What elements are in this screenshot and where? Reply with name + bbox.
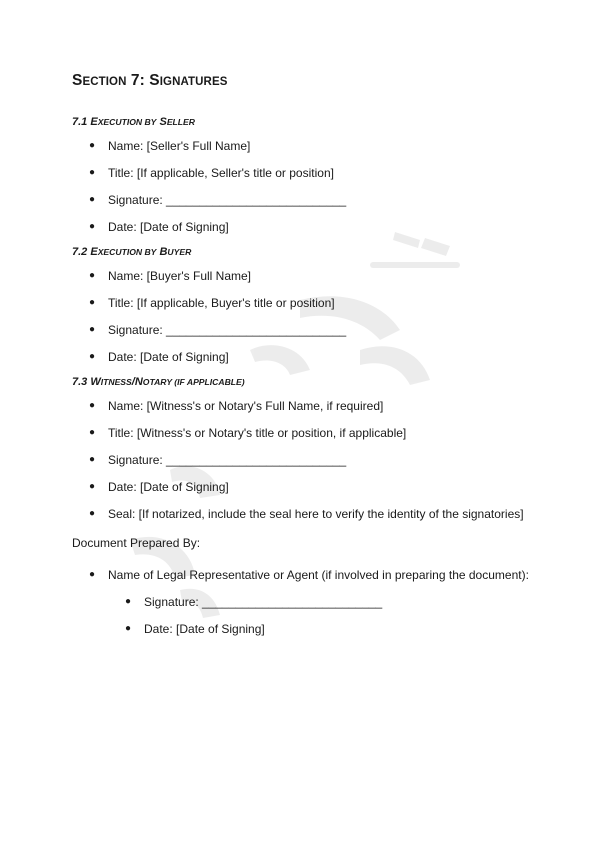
bullet-icon: ● xyxy=(89,167,96,178)
list-item: ● Signature: ___________________________ xyxy=(89,193,347,207)
seller-heading: 7.1 EXECUTION BY SELLER xyxy=(72,116,195,128)
list-item: ● Name: [Buyer's Full Name] xyxy=(89,269,251,283)
list-item: ● Date: [Date of Signing] xyxy=(89,480,229,494)
bullet-icon: ● xyxy=(89,297,96,308)
seller-list xyxy=(72,139,542,247)
witness-heading: 7.3 WITNESS/NOTARY (IF APPLICABLE) xyxy=(72,376,245,388)
bullet-icon: ● xyxy=(125,596,132,607)
bullet-icon: ● xyxy=(89,400,96,411)
bullet-icon: ● xyxy=(89,427,96,438)
list-item: ● Signature: ___________________________ xyxy=(125,595,383,609)
list-item: ● Signature: ___________________________ xyxy=(89,323,347,337)
list-item: ● Signature: ___________________________ xyxy=(89,453,347,467)
bullet-icon: ● xyxy=(89,351,96,362)
list-item: ● Date: [Date of Signing] xyxy=(89,220,229,234)
list-item: ● Date: [Date of Signing] xyxy=(89,350,229,364)
prepared-list xyxy=(72,568,542,595)
bullet-icon: ● xyxy=(89,481,96,492)
bullet-icon: ● xyxy=(89,270,96,281)
bullet-icon: ● xyxy=(89,140,96,151)
section-title: SECTION 7: SIGNATURES xyxy=(72,72,228,89)
buyer-list xyxy=(72,269,542,377)
prepared-sublist xyxy=(72,595,542,649)
buyer-heading: 7.2 EXECUTION BY BUYER xyxy=(72,246,192,258)
list-item: ● Title: [If applicable, Seller's title or position] xyxy=(89,166,334,180)
list-item: ● Name: [Seller's Full Name] xyxy=(89,139,251,153)
list-item: ● Seal: [If notarized, include the seal here to verify the identity of the signatories] xyxy=(89,507,524,521)
bullet-icon: ● xyxy=(89,221,96,232)
list-item: ● Title: [Witness's or Notary's title or position, if applicable] xyxy=(89,426,407,440)
prepared-by-label: Document Prepared By: xyxy=(72,536,201,550)
list-item: ● Name of Legal Representative or Agent (if involved in preparing the document): xyxy=(89,568,529,582)
bullet-icon: ● xyxy=(125,623,132,634)
bullet-icon: ● xyxy=(89,508,96,519)
list-item: ● Date: [Date of Signing] xyxy=(125,622,265,636)
bullet-icon: ● xyxy=(89,324,96,335)
bullet-icon: ● xyxy=(89,569,96,580)
bullet-icon: ● xyxy=(89,194,96,205)
witness-list xyxy=(72,399,542,534)
bullet-icon: ● xyxy=(89,454,96,465)
list-item: ● Title: [If applicable, Buyer's title or position] xyxy=(89,296,335,310)
list-item: ● Name: [Witness's or Notary's Full Name, if required] xyxy=(89,399,384,413)
